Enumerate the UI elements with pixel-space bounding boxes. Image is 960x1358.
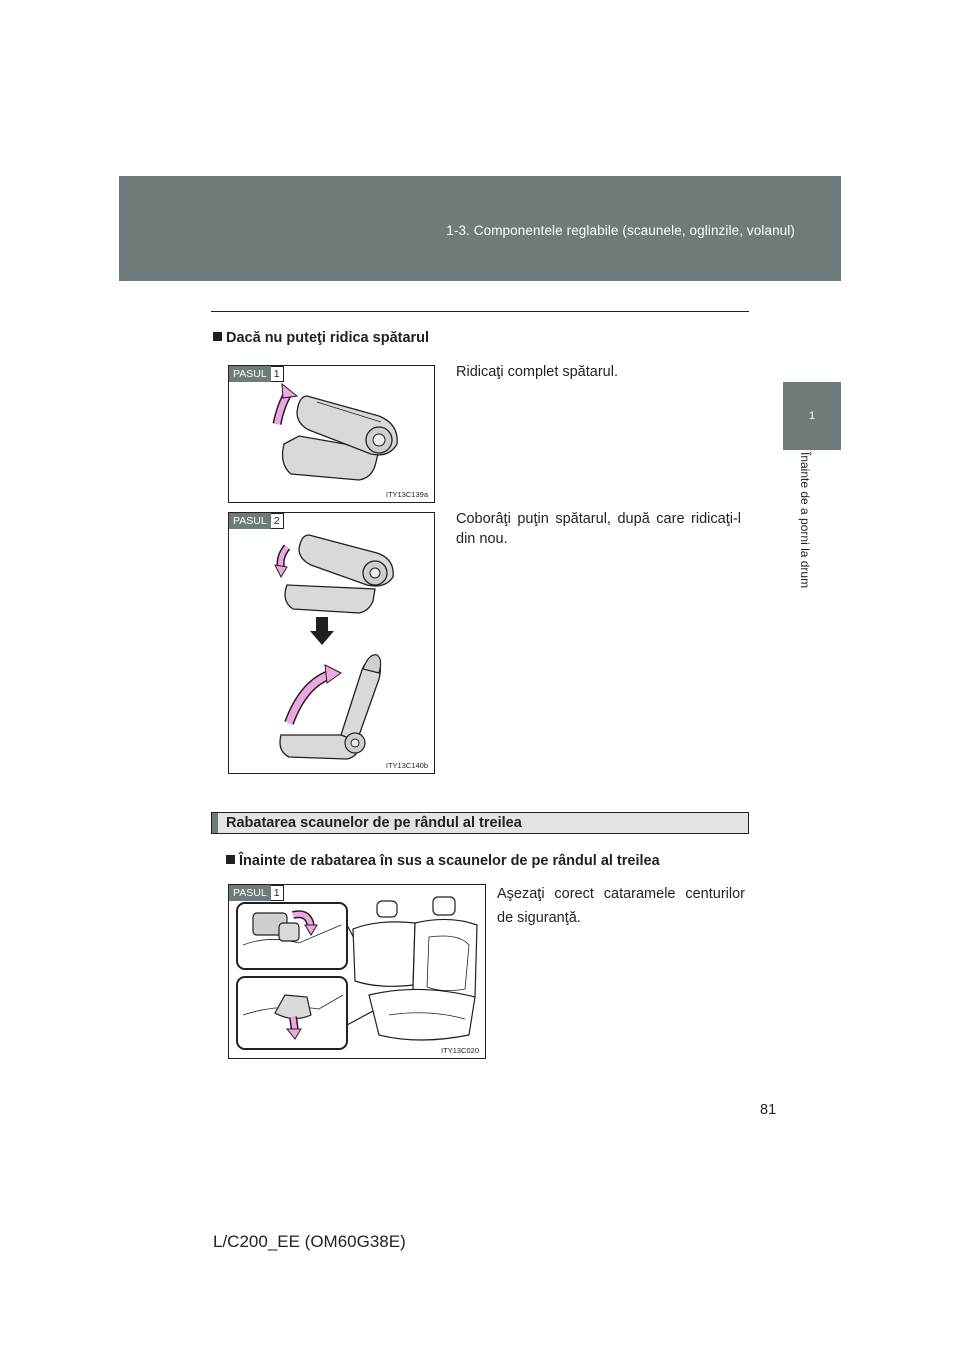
subsection-heading-1-text: Dacă nu puteţi ridica spătarul	[226, 330, 430, 346]
subsection-heading-1	[213, 330, 429, 346]
step-badge	[229, 366, 284, 382]
section-heading-text: Rabatarea scaunelor de pe rândul al treilea	[226, 815, 522, 831]
section-accent	[212, 813, 218, 833]
figure-step-2	[228, 512, 435, 774]
step-badge-label: PASUL	[229, 366, 271, 382]
third-row-step-1-text: Aşezaţi corect cataramele centurilor de siguranţă.	[497, 886, 745, 926]
figure-third-row-step-1	[228, 884, 486, 1059]
page-number: 81	[760, 1102, 777, 1118]
side-tab-number-label: 1	[808, 410, 816, 422]
step-2-text: Coborâţi puţin spătarul, după care ridicaţi-l din nou.	[456, 511, 741, 547]
figure-code: ITY13C020	[441, 1046, 479, 1055]
header-band	[119, 176, 841, 281]
figure-code: ITY13C140b	[385, 761, 428, 770]
subsection-heading-2	[226, 853, 660, 869]
bullet-square-icon	[213, 332, 222, 341]
step-badge-label: PASUL	[229, 513, 271, 529]
figure-code: ITY13C139a	[385, 490, 428, 499]
step-badge	[229, 885, 284, 901]
step-badge	[229, 513, 284, 529]
side-tab-label-text: Înainte de a porni la drum	[798, 452, 812, 589]
side-tab-number[interactable]	[783, 382, 841, 450]
step-badge-number: 1	[271, 366, 284, 382]
step-1-text: Ridicaţi complet spătarul.	[456, 364, 618, 380]
header-title: 1-3. Componentele reglabile (scaunele, oglinzile, volanul)	[446, 223, 795, 238]
buckle-seat-illustration	[229, 885, 485, 1058]
subsection-heading-2-text: Înainte de rabatarea în sus a scaunelor de pe rândul al treilea	[239, 853, 660, 869]
step-badge-number: 1	[271, 885, 284, 901]
side-tab-label	[783, 452, 841, 672]
top-rule	[211, 311, 749, 312]
footer-code: L/C200_EE (OM60G38E)	[213, 1232, 406, 1251]
figure-step-1	[228, 365, 435, 503]
seat-lower-raise-illustration	[229, 513, 434, 773]
seat-raise-illustration	[229, 366, 434, 502]
bullet-square-icon	[226, 855, 235, 864]
section-heading	[211, 812, 749, 834]
step-badge-number: 2	[271, 513, 284, 529]
step-badge-label: PASUL	[229, 885, 271, 901]
